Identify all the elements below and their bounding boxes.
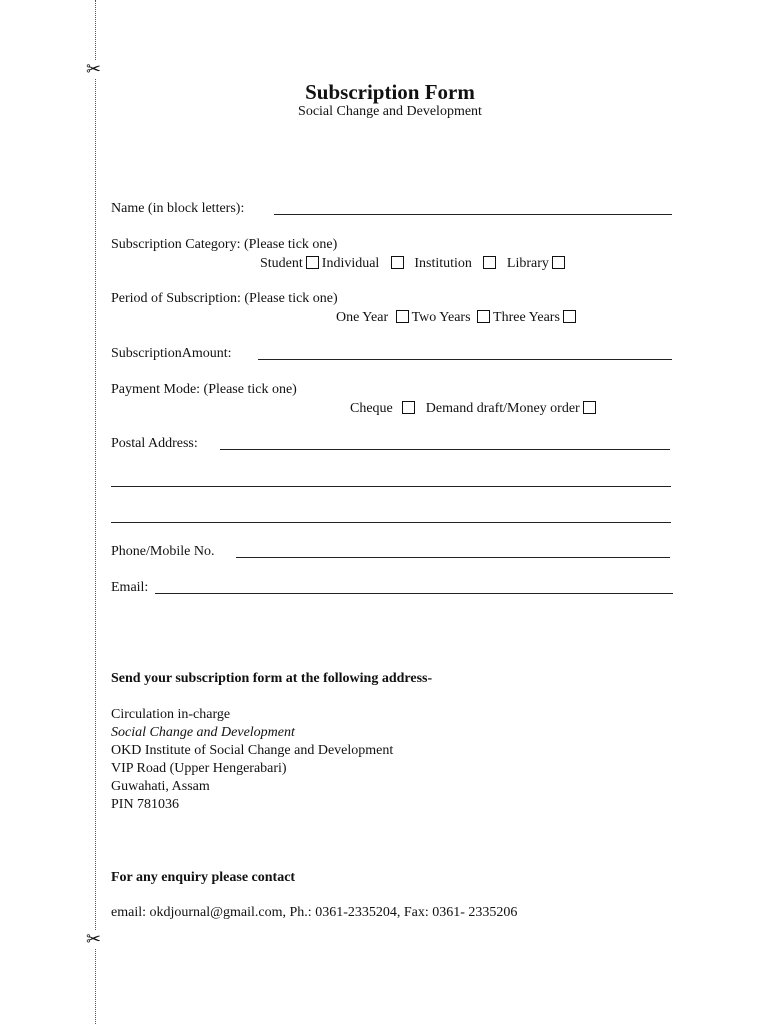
phone-field[interactable] <box>236 557 670 558</box>
amount-label: SubscriptionAmount: <box>111 346 232 361</box>
postal-field-line-3[interactable] <box>111 522 671 523</box>
enquiry-contact: email: okdjournal@gmail.com, Ph.: 0361-2335204, Fax: 0361- 2335206 <box>111 905 518 920</box>
phone-label: Phone/Mobile No. <box>111 544 215 559</box>
address-line: OKD Institute of Social Change and Development <box>111 743 394 758</box>
option-one-year-label: One Year <box>336 310 389 325</box>
cheque-checkbox[interactable] <box>402 401 415 414</box>
address-line: VIP Road (Upper Hengerabari) <box>111 761 287 776</box>
period-label: Period of Subscription: (Please tick one) <box>111 291 338 306</box>
option-three-years-label: Three Years <box>493 310 560 325</box>
address-line: Guwahati, Assam <box>111 779 210 794</box>
option-institution-label: Institution <box>414 256 472 271</box>
scissors-icon: ✂ <box>86 59 102 80</box>
send-heading: Send your subscription form at the following address- <box>111 671 433 686</box>
two-years-checkbox[interactable] <box>477 310 490 323</box>
postal-field-line-1[interactable] <box>220 449 670 450</box>
individual-checkbox[interactable] <box>391 256 404 269</box>
cut-line <box>95 0 96 1024</box>
three-years-checkbox[interactable] <box>563 310 576 323</box>
library-checkbox[interactable] <box>552 256 565 269</box>
postal-field-line-2[interactable] <box>111 486 671 487</box>
email-label: Email: <box>111 580 149 595</box>
category-options <box>260 255 568 273</box>
name-field[interactable] <box>274 214 672 215</box>
one-year-checkbox[interactable] <box>396 310 409 323</box>
postal-label: Postal Address: <box>111 436 198 451</box>
period-options <box>336 309 579 327</box>
category-label: Subscription Category: (Please tick one) <box>111 237 338 252</box>
form-title: Subscription Form <box>305 80 475 104</box>
payment-label: Payment Mode: (Please tick one) <box>111 382 297 397</box>
option-student-label: Student <box>260 256 303 271</box>
address-line: PIN 781036 <box>111 797 180 812</box>
email-field[interactable] <box>155 593 673 594</box>
institution-checkbox[interactable] <box>483 256 496 269</box>
option-two-years-label: Two Years <box>411 310 471 325</box>
demand-draft-checkbox[interactable] <box>583 401 596 414</box>
enquiry-heading: For any enquiry please contact <box>111 870 296 885</box>
option-dd-label: Demand draft/Money order <box>425 401 580 416</box>
student-checkbox[interactable] <box>306 256 319 269</box>
option-individual-label: Individual <box>321 256 380 271</box>
form-subtitle: Social Change and Development <box>298 104 482 119</box>
scissors-icon: ✂ <box>86 929 102 950</box>
option-cheque-label: Cheque <box>350 401 393 416</box>
name-label: Name (in block letters): <box>111 201 245 216</box>
address-line: Circulation in-charge <box>111 707 231 722</box>
option-library-label: Library <box>506 256 549 271</box>
amount-field[interactable] <box>258 359 672 360</box>
address-line: Social Change and Development <box>111 725 295 740</box>
payment-options <box>350 400 599 418</box>
